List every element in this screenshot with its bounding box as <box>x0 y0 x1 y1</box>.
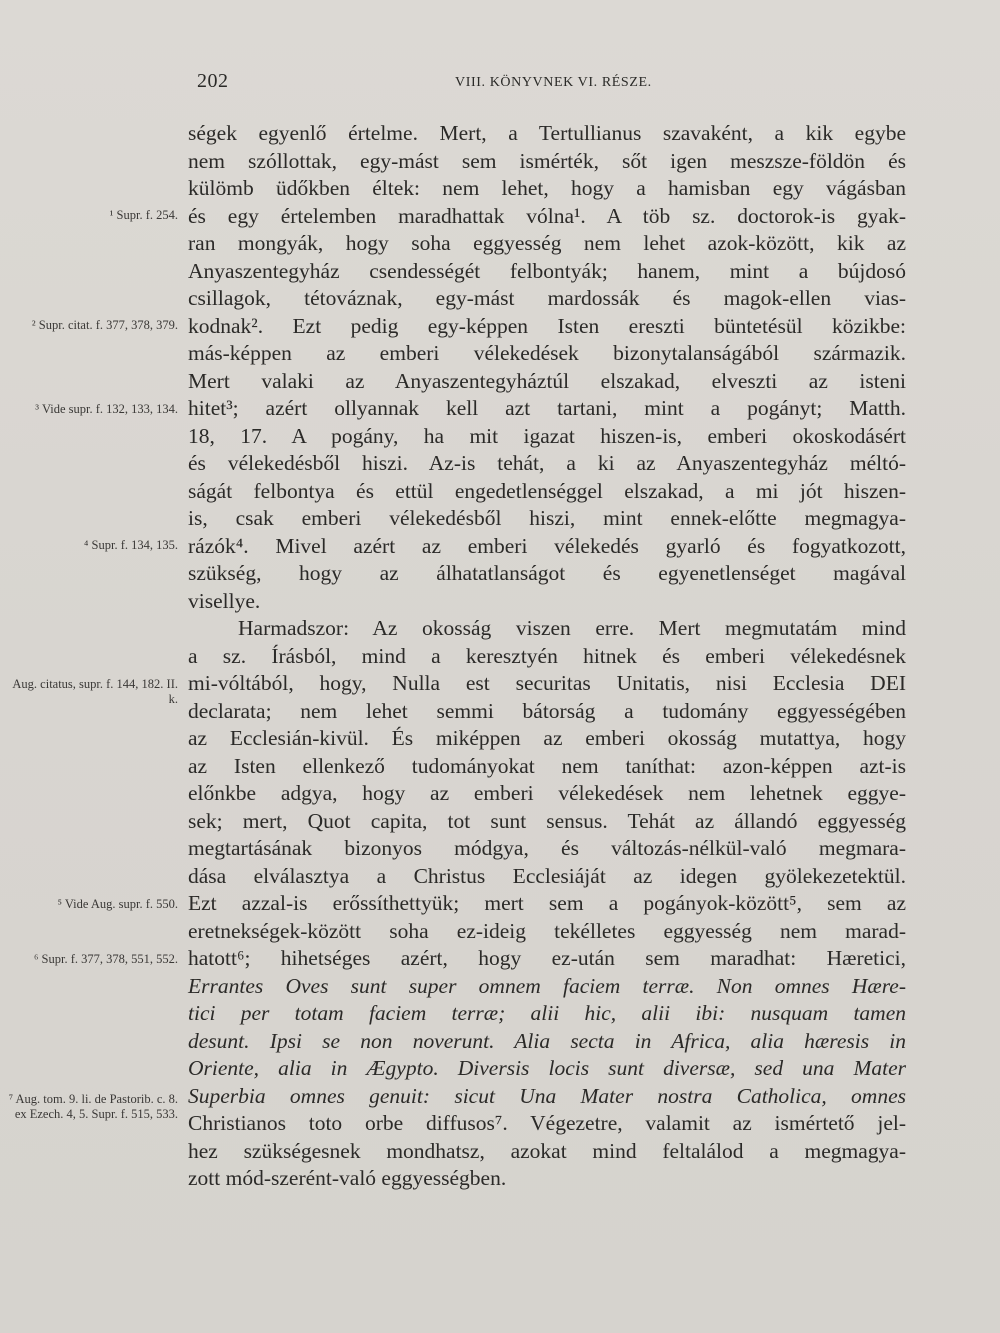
margin-note: Aug. citatus, supr. f. 144, 182. II. k. <box>12 677 178 706</box>
text-line: hitet³; azért ollyannak kell azt tartani, mint a pogányt; Matth. <box>188 396 906 420</box>
text-line: csillagok, tétováznak, egy-mást mardossák és magok-ellen vias- <box>188 286 906 310</box>
text-line: Christianos toto orbe diffusos⁷. Végezetre, valamit az ismértető jel- <box>188 1111 906 1135</box>
text-line: visellye. <box>188 588 261 613</box>
text-line: ran mongyák, hogy soha eggyesség nem lehet azok-között, kik az <box>188 231 906 255</box>
margin-note: ⁵ Vide Aug. supr. f. 550. <box>57 897 178 911</box>
text-line: Superbia omnes genuit: sicut Una Mater nostra Catholica, omnes <box>188 1083 906 1108</box>
text-line: az Ecclesián-kivül. És miképpen az emberi okosság mutattya, hogy <box>188 726 906 750</box>
text-line: nem szóllottak, egy-mást sem ismérték, sőt igen meszsze-földön és <box>188 148 906 173</box>
margin-note: ¹ Supr. f. 254. <box>109 208 178 222</box>
text-line: az Isten ellenkező tudományokat nem taníthat: azon-képpen azt-is <box>188 753 906 778</box>
page-number: 202 <box>197 70 229 92</box>
text-line: declarata; nem lehet semmi bátorság a tudomány eggyességében <box>188 698 906 723</box>
text-line: Harmadszor: Az okosság viszen erre. Mert megmutatám mind <box>238 616 906 640</box>
text-line: Mert valaki az Anyaszentegyháztúl elszakad, elveszti az isteni <box>188 368 906 393</box>
margin-note: ⁴ Supr. f. 134, 135. <box>84 538 178 552</box>
margin-note: ⁷ Aug. tom. 9. li. de Pastorib. c. 8. ex Ezech. 4, 5. Supr. f. 515, 533. <box>8 1092 178 1121</box>
text-line: Anyaszentegyház csendességét felbontyák; hanem, mint a bújdosó <box>188 258 906 283</box>
text-line: sek; mert, Quot capita, tot sunt sensus. Tehát az állandó eggyesség <box>188 808 906 833</box>
text-line: megtartásának bizonyos módgya, és változás-nélkül-való megmara- <box>188 836 906 860</box>
text-line: rázók⁴. Mivel azért az emberi vélekedés gyarló és fogyatkozott, <box>188 533 906 558</box>
margin-notes <box>0 0 188 1333</box>
margin-note: ² Supr. citat. f. 377, 378, 379. <box>31 318 178 332</box>
text-line: Ezt azzal-is erőssíthettyük; mert sem a pogányok-között⁵, sem az <box>188 891 906 915</box>
text-line: eretnekségek-között soha ez-ideig tekélletes eggyesség nem marad- <box>188 918 906 943</box>
text-line: dása elválasztya a Christus Ecclesiáját az idegen gyölekezetektül. <box>188 863 906 888</box>
text-line: hatott⁶; hihetséges azért, hogy ez-után sem maradhat: Hæretici, <box>188 946 906 970</box>
text-line: Oriente, alia in Ægypto. Diversis locis sunt diversæ, sed una Mater <box>188 1056 906 1080</box>
text-line: 18, 17. A pogány, ha mit igazat hiszen-is, emberi okoskodásért <box>188 423 906 448</box>
text-line: tici per totam faciem terræ; alii hic, alii ibi: nusquam tamen <box>188 1001 906 1025</box>
text-line: és egy értelemben maradhattak vólna¹. A töb sz. doctorok-is gyak- <box>188 203 906 228</box>
text-line: zott mód-szerént-való eggyességben. <box>188 1166 507 1190</box>
text-line: és vélekedésből hiszi. Az-is tehát, a ki az Anyaszentegyház méltó- <box>188 451 906 475</box>
text-line: külömb üdőkben éltek: nem lehet, hogy a hamisban egy vágásban <box>188 176 906 200</box>
text-line: ságát felbontya és ettül engedetlenséggel elszakad, a mi jót hiszen- <box>188 478 906 503</box>
text-line: szükség, hogy az álhatatlanságot és egyenetlenséget magával <box>188 561 906 585</box>
text-line: hez szükségesnek mondhatsz, azokat mind feltalálod a megmagya- <box>188 1138 906 1163</box>
running-head: VIII. KÖNYVNEK VI. RÉSZE. <box>455 75 652 90</box>
text-line: desunt. Ipsi se non noverunt. Alia secta in Africa, alia hæresis in <box>188 1028 906 1053</box>
text-line: mi-vóltából, hogy, Nulla est securitas Unitatis, nisi Ecclesia DEI <box>188 671 906 695</box>
margin-note: ³ Vide supr. f. 132, 133, 134. <box>35 402 178 416</box>
text-line: kodnak². Ezt pedig egy-képpen Isten ereszti büntetésül közikbe: <box>188 313 906 338</box>
body-text <box>188 120 906 1193</box>
text-line: is, csak emberi vélekedésből hiszi, mint ennek-előtte megmagya- <box>188 506 906 530</box>
text-line: Errantes Oves sunt super omnem faciem terræ. Non omnes Hære- <box>188 973 906 998</box>
text-line: más-képpen az emberi vélekedések bizonytalanságából származik. <box>188 341 906 365</box>
text-line: ségek egyenlő értelme. Mert, a Tertullianus szavaként, a kik egybe <box>188 121 906 145</box>
text-line: előnkbe adgya, hogy az emberi vélekedések nem lehetnek eggye- <box>188 781 906 805</box>
margin-note: ⁶ Supr. f. 377, 378, 551, 552. <box>34 952 178 966</box>
text-line: a sz. Írásból, mind a keresztyén hitnek és emberi vélekedésnek <box>188 643 906 668</box>
